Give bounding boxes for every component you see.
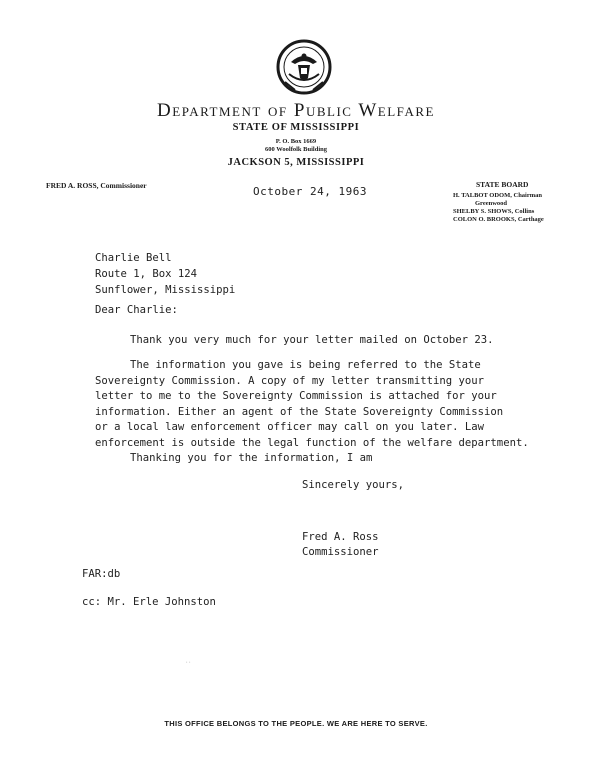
paragraph-3: Thanking you for the information, I am — [130, 452, 373, 464]
department-title: Department of Public Welfare — [157, 100, 435, 121]
building-address: 600 Woolfolk Building — [264, 146, 327, 153]
board-member: COLON O. BROOKS, Carthage — [453, 216, 544, 223]
letter-date: October 24, 1963 — [253, 185, 367, 198]
paragraph-1: Thank you very much for your letter mailed on October 23. — [130, 334, 494, 346]
state-board-members — [453, 192, 544, 224]
city-line: JACKSON 5, MISSISSIPPI — [227, 157, 365, 168]
salutation: Dear Charlie: — [95, 304, 178, 316]
commissioner-heading: FRED A. ROSS, Commissioner — [46, 181, 147, 190]
signature-block — [302, 530, 379, 560]
paragraph-line: information. Either an agent of the State Sovereignty Commission — [95, 405, 504, 418]
paragraph-line: or a local law enforcement officer may call on you later. Law — [95, 421, 485, 433]
reference-initials: FAR:db — [82, 568, 121, 580]
paragraph-line: letter to me to the Sovereignty Commission is attached for your — [95, 390, 497, 402]
scan-speck: ∙ ∙ — [186, 660, 191, 666]
po-box: P. O. Box 1669 — [275, 138, 317, 145]
board-member-town: Greenwood — [475, 200, 508, 207]
recipient-address — [95, 250, 235, 298]
signer-title: Commissioner — [302, 546, 379, 558]
paragraph-line: Sovereignty Commission. A copy of my letter transmitting your — [95, 374, 485, 387]
paragraph-2 — [95, 358, 529, 451]
footer-motto: THIS OFFICE BELONGS TO THE PEOPLE. WE ARE HERE TO SERVE. — [164, 719, 428, 728]
board-member: SHELBY S. SHOWS, Collins — [453, 208, 535, 215]
signer-name: Fred A. Ross — [302, 531, 379, 543]
carbon-copy: cc: Mr. Erle Johnston — [82, 596, 216, 608]
closing: Sincerely yours, — [302, 479, 405, 491]
recipient-name: Charlie Bell — [95, 252, 172, 264]
paragraph-line: enforcement is outside the legal function of the welfare department. — [95, 436, 529, 449]
state-seal-icon — [275, 38, 333, 96]
state-name: STATE OF MISSISSIPPI — [232, 122, 360, 133]
recipient-address-line2: Sunflower, Mississippi — [95, 284, 236, 296]
paragraph-line: The information you gave is being referred to the State — [130, 359, 481, 371]
board-member: H. TALBOT ODOM, Chairman — [453, 192, 543, 199]
recipient-address-line1: Route 1, Box 124 — [95, 268, 198, 280]
state-board-title: STATE BOARD — [476, 180, 529, 189]
